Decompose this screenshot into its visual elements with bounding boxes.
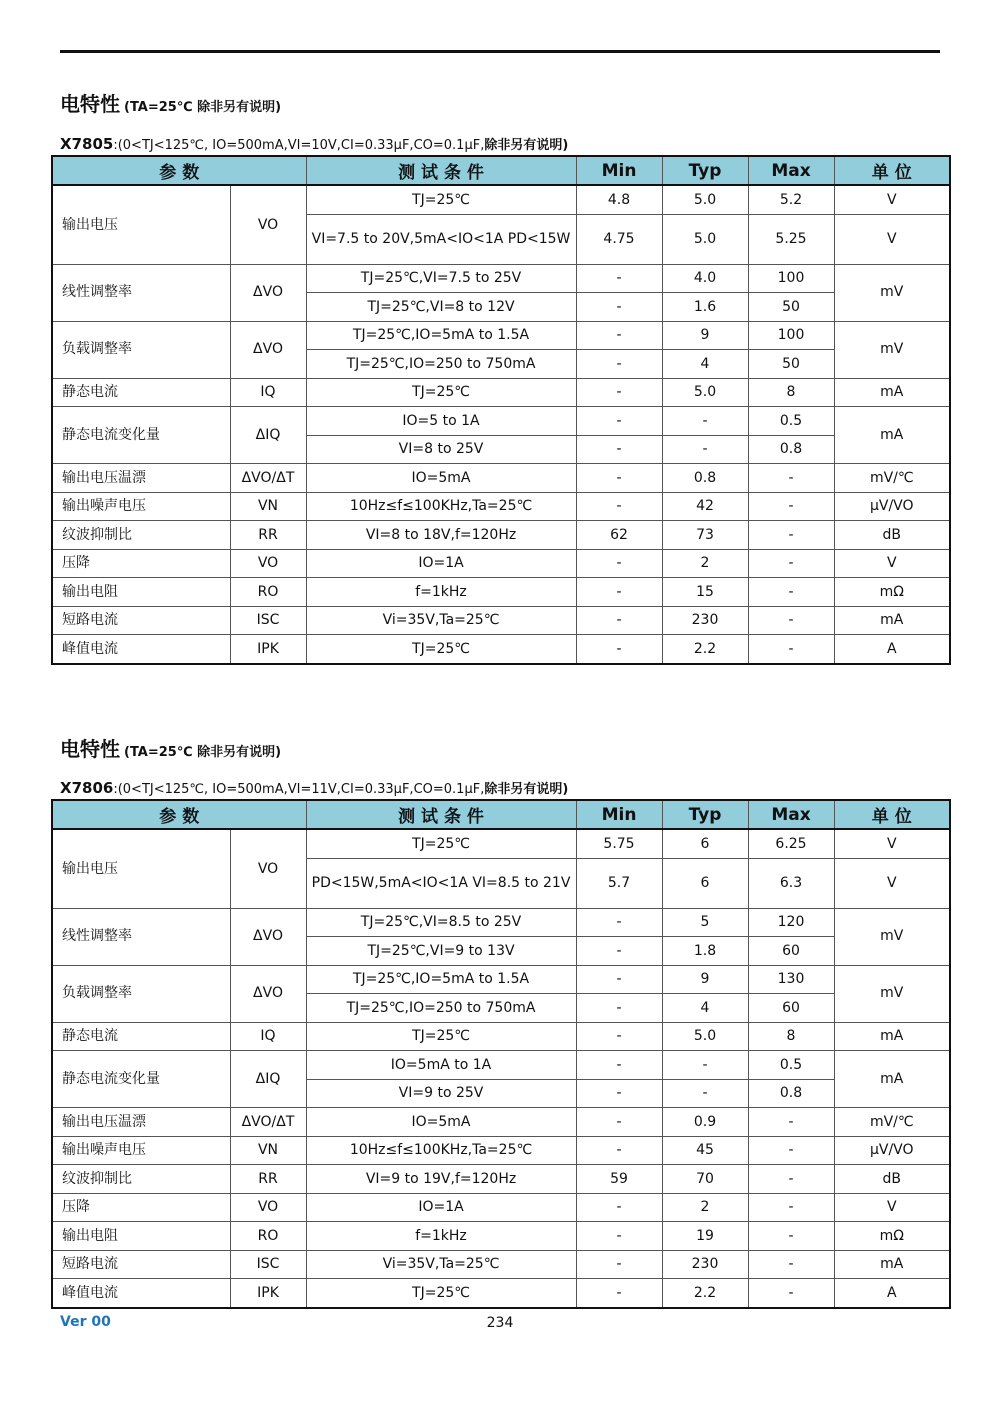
test-condition: f=1kHz: [306, 578, 576, 607]
min-value: 5.75: [576, 829, 662, 858]
column-header: Typ: [662, 156, 748, 185]
top-rule: [60, 50, 940, 53]
table-row: [52, 1193, 950, 1222]
param-name: 短路电流: [52, 1250, 230, 1279]
model-number: X7805: [60, 135, 114, 153]
min-value: -: [576, 1079, 662, 1108]
min-value: -: [576, 435, 662, 464]
test-condition: VI=7.5 to 20V,5mA<IO<1A PD<15W: [306, 214, 576, 264]
model-number: X7806: [60, 779, 114, 797]
test-condition: 10Hz≤f≤100KHz,Ta=25℃: [306, 1136, 576, 1165]
param-name: 负载调整率: [52, 321, 230, 378]
column-header: 参 数: [52, 156, 306, 185]
param-symbol: ΔVO: [230, 321, 306, 378]
min-value: 4.8: [576, 185, 662, 214]
param-symbol: ΔVO/ΔT: [230, 1108, 306, 1137]
unit: mΩ: [834, 1222, 950, 1251]
column-header: Min: [576, 800, 662, 829]
table-row: [52, 635, 950, 664]
column-header: Max: [748, 156, 834, 185]
column-header: 单 位: [834, 156, 950, 185]
table-row: [52, 1022, 950, 1051]
param-symbol: ΔIQ: [230, 407, 306, 464]
param-symbol: ISC: [230, 606, 306, 635]
max-value: -: [748, 1222, 834, 1251]
max-value: -: [748, 521, 834, 550]
param-name: 输出电压温漂: [52, 464, 230, 493]
max-value: 100: [748, 321, 834, 350]
unit: V: [834, 858, 950, 908]
param-name: 静态电流变化量: [52, 1051, 230, 1108]
column-header: 测 试 条 件: [306, 800, 576, 829]
typ-value: 45: [662, 1136, 748, 1165]
param-name: 静态电流变化量: [52, 407, 230, 464]
max-value: -: [748, 1108, 834, 1137]
max-value: -: [748, 1250, 834, 1279]
test-condition: f=1kHz: [306, 1222, 576, 1251]
table-row: [52, 578, 950, 607]
table-row: [52, 829, 950, 858]
typ-value: 4.0: [662, 264, 748, 293]
param-symbol: RR: [230, 1165, 306, 1194]
column-header: 参 数: [52, 800, 306, 829]
param-symbol: ΔVO: [230, 908, 306, 965]
typ-value: 1.8: [662, 937, 748, 966]
column-header: Typ: [662, 800, 748, 829]
min-value: -: [576, 606, 662, 635]
param-name: 输出电压: [52, 829, 230, 908]
param-symbol: VN: [230, 1136, 306, 1165]
max-value: -: [748, 635, 834, 664]
max-value: 50: [748, 293, 834, 322]
typ-value: 0.8: [662, 464, 748, 493]
table-row: [52, 185, 950, 214]
min-value: -: [576, 492, 662, 521]
param-symbol: VO: [230, 829, 306, 908]
min-value: -: [576, 293, 662, 322]
typ-value: 5: [662, 908, 748, 937]
param-name: 压降: [52, 549, 230, 578]
typ-value: 230: [662, 1250, 748, 1279]
param-symbol: IPK: [230, 1279, 306, 1308]
unit: V: [834, 185, 950, 214]
unit: mA: [834, 407, 950, 464]
section-title-text: 电特性: [60, 737, 120, 761]
unit: mV: [834, 908, 950, 965]
param-symbol: IPK: [230, 635, 306, 664]
test-condition: VI=9 to 19V,f=120Hz: [306, 1165, 576, 1194]
max-value: -: [748, 1165, 834, 1194]
test-condition: TJ=25℃,IO=5mA to 1.5A: [306, 321, 576, 350]
param-symbol: VO: [230, 1193, 306, 1222]
table-row: [52, 1136, 950, 1165]
min-value: -: [576, 965, 662, 994]
param-name: 压降: [52, 1193, 230, 1222]
min-value: -: [576, 464, 662, 493]
conditions-tail: 除非另有说明): [484, 138, 569, 153]
column-header: 测 试 条 件: [306, 156, 576, 185]
max-value: 6.25: [748, 829, 834, 858]
test-condition: VI=8 to 25V: [306, 435, 576, 464]
typ-value: 4: [662, 350, 748, 379]
typ-value: -: [662, 1079, 748, 1108]
max-value: 100: [748, 264, 834, 293]
unit: mV/℃: [834, 1108, 950, 1137]
unit: mV/℃: [834, 464, 950, 493]
test-condition: Vi=35V,Ta=25℃: [306, 1250, 576, 1279]
min-value: -: [576, 1250, 662, 1279]
test-condition: IO=5mA to 1A: [306, 1051, 576, 1080]
max-value: 0.8: [748, 1079, 834, 1108]
table-row: [52, 1051, 950, 1080]
min-value: -: [576, 1108, 662, 1137]
test-condition: IO=5 to 1A: [306, 407, 576, 436]
min-value: -: [576, 549, 662, 578]
min-value: -: [576, 264, 662, 293]
column-header: 单 位: [834, 800, 950, 829]
typ-value: 5.0: [662, 1022, 748, 1051]
param-symbol: RR: [230, 521, 306, 550]
min-value: -: [576, 407, 662, 436]
test-condition: TJ=25℃,IO=250 to 750mA: [306, 350, 576, 379]
param-name: 输出电压: [52, 185, 230, 264]
min-value: -: [576, 1136, 662, 1165]
param-symbol: ΔVO: [230, 264, 306, 321]
param-name: 纹波抑制比: [52, 521, 230, 550]
max-value: -: [748, 1193, 834, 1222]
table-row: [52, 1108, 950, 1137]
table-row: [52, 378, 950, 407]
typ-value: 230: [662, 606, 748, 635]
min-value: -: [576, 378, 662, 407]
table-header-row: [52, 800, 950, 829]
param-symbol: ΔVO: [230, 965, 306, 1022]
unit: mV: [834, 965, 950, 1022]
typ-value: 73: [662, 521, 748, 550]
max-value: 60: [748, 994, 834, 1023]
param-name: 短路电流: [52, 606, 230, 635]
unit: dB: [834, 521, 950, 550]
table-row: [52, 492, 950, 521]
typ-value: 2.2: [662, 635, 748, 664]
min-value: 5.7: [576, 858, 662, 908]
test-condition: TJ=25℃: [306, 829, 576, 858]
table-row: [52, 549, 950, 578]
test-condition: TJ=25℃: [306, 378, 576, 407]
max-value: -: [748, 549, 834, 578]
max-value: 6.3: [748, 858, 834, 908]
test-condition: TJ=25℃: [306, 185, 576, 214]
max-value: 60: [748, 937, 834, 966]
section-title: [60, 733, 281, 762]
table-row: [52, 521, 950, 550]
table-row: [52, 1222, 950, 1251]
unit: mV: [834, 321, 950, 378]
max-value: 0.5: [748, 407, 834, 436]
table-row: [52, 965, 950, 994]
typ-value: 2.2: [662, 1279, 748, 1308]
max-value: 5.25: [748, 214, 834, 264]
min-value: -: [576, 1193, 662, 1222]
unit: mV: [834, 264, 950, 321]
page-number: 234: [486, 1315, 514, 1331]
section-title-sub: (TA=25℃ 除非另有说明): [124, 745, 282, 760]
test-condition: IO=1A: [306, 1193, 576, 1222]
param-name: 输出噪声电压: [52, 492, 230, 521]
section-title: [60, 88, 281, 117]
unit: mA: [834, 378, 950, 407]
typ-value: 42: [662, 492, 748, 521]
section-title-text: 电特性: [60, 92, 120, 116]
unit: mA: [834, 606, 950, 635]
param-symbol: ΔVO/ΔT: [230, 464, 306, 493]
param-name: 输出电阻: [52, 1222, 230, 1251]
conditions-text: :(0<TJ<125℃, IO=500mA,VI=10V,CI=0.33μF,CO=0.1μF,: [113, 138, 485, 153]
table-row: [52, 407, 950, 436]
table-row: [52, 321, 950, 350]
max-value: -: [748, 492, 834, 521]
param-symbol: RO: [230, 1222, 306, 1251]
test-condition: IO=5mA: [306, 464, 576, 493]
test-condition: TJ=25℃,IO=250 to 750mA: [306, 994, 576, 1023]
typ-value: -: [662, 1051, 748, 1080]
test-condition: TJ=25℃: [306, 1022, 576, 1051]
unit: V: [834, 1193, 950, 1222]
typ-value: -: [662, 435, 748, 464]
unit: mA: [834, 1051, 950, 1108]
test-condition: TJ=25℃,VI=9 to 13V: [306, 937, 576, 966]
max-value: 50: [748, 350, 834, 379]
unit: μV/VO: [834, 492, 950, 521]
param-name: 线性调整率: [52, 908, 230, 965]
min-value: -: [576, 635, 662, 664]
typ-value: 2: [662, 549, 748, 578]
typ-value: -: [662, 407, 748, 436]
max-value: 5.2: [748, 185, 834, 214]
unit: V: [834, 829, 950, 858]
table-row: [52, 1250, 950, 1279]
test-condition: TJ=25℃: [306, 635, 576, 664]
param-symbol: VO: [230, 185, 306, 264]
conditions-text: :(0<TJ<125℃, IO=500mA,VI=11V,CI=0.33μF,CO=0.1μF,: [113, 782, 485, 797]
typ-value: 15: [662, 578, 748, 607]
max-value: -: [748, 1136, 834, 1165]
table-row: [52, 264, 950, 293]
min-value: 4.75: [576, 214, 662, 264]
section-title-sub: (TA=25℃ 除非另有说明): [124, 100, 282, 115]
typ-value: 6: [662, 829, 748, 858]
param-name: 负载调整率: [52, 965, 230, 1022]
param-name: 峰值电流: [52, 635, 230, 664]
min-value: -: [576, 908, 662, 937]
test-condition: IO=1A: [306, 549, 576, 578]
param-symbol: VO: [230, 549, 306, 578]
max-value: -: [748, 464, 834, 493]
test-condition: TJ=25℃,VI=8 to 12V: [306, 293, 576, 322]
param-name: 静态电流: [52, 1022, 230, 1051]
unit: mA: [834, 1250, 950, 1279]
table-row: [52, 1165, 950, 1194]
max-value: 8: [748, 378, 834, 407]
test-condition: PD<15W,5mA<IO<1A VI=8.5 to 21V: [306, 858, 576, 908]
typ-value: 9: [662, 965, 748, 994]
table-row: [52, 1279, 950, 1308]
max-value: -: [748, 578, 834, 607]
min-value: -: [576, 1279, 662, 1308]
max-value: 0.8: [748, 435, 834, 464]
param-symbol: IQ: [230, 378, 306, 407]
typ-value: 4: [662, 994, 748, 1023]
typ-value: 1.6: [662, 293, 748, 322]
table-row: [52, 464, 950, 493]
max-value: 0.5: [748, 1051, 834, 1080]
param-name: 输出电阻: [52, 578, 230, 607]
min-value: -: [576, 321, 662, 350]
unit: mΩ: [834, 578, 950, 607]
test-condition: 10Hz≤f≤100KHz,Ta=25℃: [306, 492, 576, 521]
test-condition: VI=9 to 25V: [306, 1079, 576, 1108]
param-symbol: RO: [230, 578, 306, 607]
typ-value: 19: [662, 1222, 748, 1251]
spec-table: [51, 155, 951, 665]
min-value: -: [576, 937, 662, 966]
min-value: -: [576, 994, 662, 1023]
min-value: 59: [576, 1165, 662, 1194]
typ-value: 70: [662, 1165, 748, 1194]
typ-value: 5.0: [662, 378, 748, 407]
test-condition: Vi=35V,Ta=25℃: [306, 606, 576, 635]
param-symbol: ISC: [230, 1250, 306, 1279]
unit: mA: [834, 1022, 950, 1051]
test-condition: TJ=25℃: [306, 1279, 576, 1308]
typ-value: 5.0: [662, 214, 748, 264]
spec-table: [51, 799, 951, 1309]
unit: A: [834, 1279, 950, 1308]
table-row: [52, 908, 950, 937]
param-name: 输出噪声电压: [52, 1136, 230, 1165]
test-conditions: [60, 134, 568, 153]
typ-value: 5.0: [662, 185, 748, 214]
column-header: Max: [748, 800, 834, 829]
min-value: -: [576, 578, 662, 607]
unit: A: [834, 635, 950, 664]
typ-value: 6: [662, 858, 748, 908]
typ-value: 2: [662, 1193, 748, 1222]
max-value: 130: [748, 965, 834, 994]
table-row: [52, 606, 950, 635]
param-name: 纹波抑制比: [52, 1165, 230, 1194]
min-value: -: [576, 1222, 662, 1251]
test-condition: VI=8 to 18V,f=120Hz: [306, 521, 576, 550]
max-value: -: [748, 606, 834, 635]
typ-value: 9: [662, 321, 748, 350]
max-value: 120: [748, 908, 834, 937]
param-symbol: ΔIQ: [230, 1051, 306, 1108]
table-header-row: [52, 156, 950, 185]
column-header: Min: [576, 156, 662, 185]
conditions-tail: 除非另有说明): [484, 782, 569, 797]
test-conditions: [60, 778, 568, 797]
unit: V: [834, 214, 950, 264]
min-value: 62: [576, 521, 662, 550]
min-value: -: [576, 1051, 662, 1080]
test-condition: TJ=25℃,VI=8.5 to 25V: [306, 908, 576, 937]
param-symbol: VN: [230, 492, 306, 521]
test-condition: TJ=25℃,IO=5mA to 1.5A: [306, 965, 576, 994]
min-value: -: [576, 350, 662, 379]
unit: V: [834, 549, 950, 578]
min-value: -: [576, 1022, 662, 1051]
param-name: 线性调整率: [52, 264, 230, 321]
unit: dB: [834, 1165, 950, 1194]
version-label: Ver 00: [60, 1314, 111, 1330]
max-value: -: [748, 1279, 834, 1308]
test-condition: IO=5mA: [306, 1108, 576, 1137]
unit: μV/VO: [834, 1136, 950, 1165]
test-condition: TJ=25℃,VI=7.5 to 25V: [306, 264, 576, 293]
max-value: 8: [748, 1022, 834, 1051]
param-symbol: IQ: [230, 1022, 306, 1051]
param-name: 静态电流: [52, 378, 230, 407]
param-name: 输出电压温漂: [52, 1108, 230, 1137]
param-name: 峰值电流: [52, 1279, 230, 1308]
typ-value: 0.9: [662, 1108, 748, 1137]
